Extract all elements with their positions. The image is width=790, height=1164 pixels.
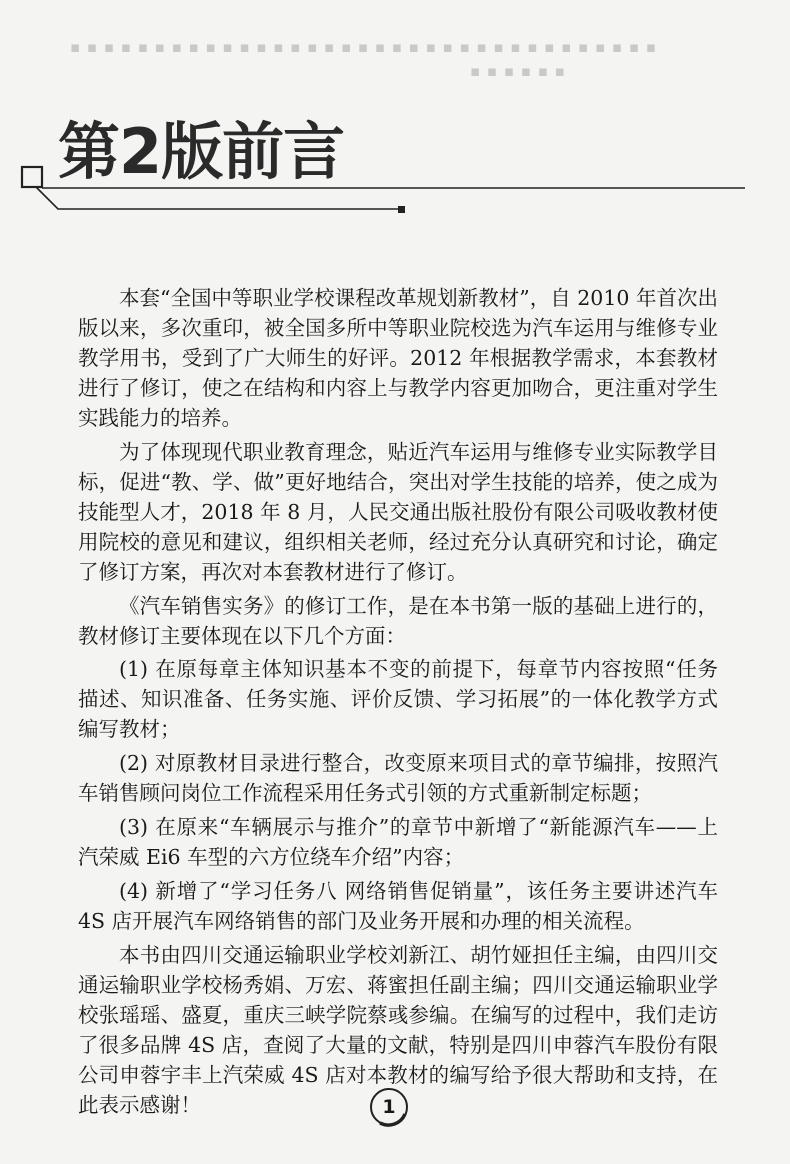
paragraph: 《汽车销售实务》的修订工作，是在本书第一版的基础上进行的，教材修订主要体现在以下几个方面： (78, 593, 718, 648)
paragraph: (2) 对原教材目录进行整合，改变原来项目式的章节编排，按照汽车销售顾问岗位工作流程采用任务式引领的方式重新制定标题； (78, 751, 718, 806)
paragraph: (3) 在原来“车辆展示与推介”的章节中新增了“新能源汽车——上汽荣威 Ei6 车型的六方位绕车介绍”内容； (78, 814, 718, 869)
page-heading: 第2版前言 (58, 115, 345, 188)
bleed-through-text: ▪ ▪ ▪ ▪ ▪ ▪ ▪ ▪ ▪ ▪ ▪ ▪ ▪ ▪ ▪ ▪ ▪ ▪ ▪ ▪ ▪ ▪ ▪ ▪ ▪ ▪ ▪ ▪ ▪ ▪ ▪ ▪ ▪ ▪ ▪ (70, 38, 657, 56)
paragraph: 为了体现现代职业教育理念，贴近汽车运用与维修专业实际教学目标，促进“教、学、做”更好地结合，突出对学生技能的培养，使之成为技能型人才，2018 年 8 月，人民交通出版社股份有限公司吸收教材使用院校的意见和建议，组织相关老师，经过充分认真研究和讨论，确定了修订方案，再次对本套教材进行了修订。 (78, 439, 718, 584)
paragraph: 本书由四川交通运输职业学校刘新江、胡竹娅担任主编，由四川交通运输职业学校杨秀娟、万宏、蒋蜜担任副主编；四川交通运输职业学校张瑶瑶、盛夏，重庆三峡学院蔡彧参编。在编写的过程中，我们走访了很多品牌 4S 店，查阅了大量的文献，特别是四川申蓉汽车股份有限公司申蓉宇丰上汽荣威 4S 店对本教材的编写给予很大帮助和支持，在此表示感谢！ (78, 942, 718, 1117)
preface-body (78, 283, 718, 1123)
paragraph: 本套“全国中等职业学校课程改革规划新教材”，自 2010 年首次出版以来，多次重印，被全国多所中等职业院校选为汽车运用与维修专业教学用书，受到了广大师生的好评。2012 年根据教学需求，本套教材进行了修订，使之在结构和内容上与教学内容更加吻合，更注重对学生实践能力的培养。 (78, 286, 718, 430)
paragraph: (4) 新增了“学习任务八 网络销售促销量”，该任务主要讲述汽车 4S 店开展汽车网络销售的部门及业务开展和办理的相关流程。 (78, 878, 718, 933)
paragraph: (1) 在原每章主体知识基本不变的前提下，每章节内容按照“任务描述、知识准备、任务实施、评价反馈、学习拓展”的一体化教学方式编写教材； (78, 657, 718, 742)
page-number: 1 (382, 1096, 396, 1118)
bleed-through-text: ▪ ▪ ▪ ▪ ▪ ▪ (470, 62, 566, 80)
